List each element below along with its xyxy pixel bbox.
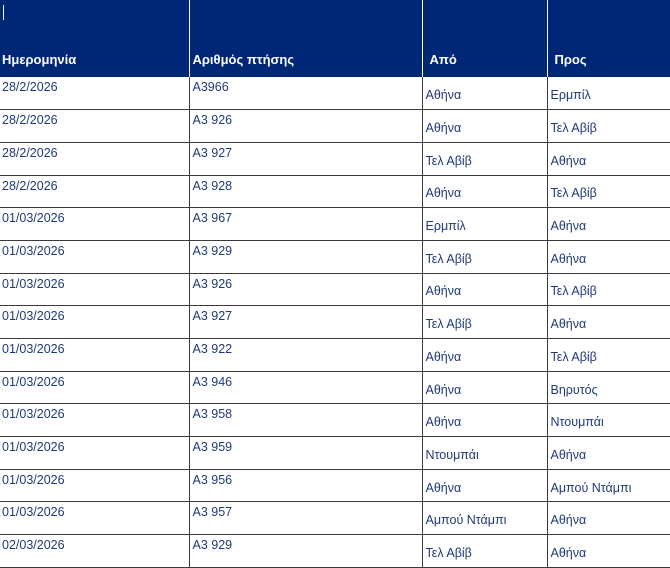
cell-date[interactable]: 01/03/2026	[0, 339, 189, 372]
cell-from[interactable]: Τελ Αβίβ	[422, 240, 547, 273]
text-cursor	[3, 5, 4, 20]
table-row	[0, 273, 670, 306]
cell-from[interactable]: Αθήνα	[422, 77, 547, 110]
cell-flight-number[interactable]: A3 957	[189, 502, 422, 535]
cell-from[interactable]: Ντουμπάι	[422, 437, 547, 470]
cell-to[interactable]: Αθήνα	[547, 306, 670, 339]
cell-date[interactable]: 01/03/2026	[0, 240, 189, 273]
cell-to[interactable]: Αθήνα	[547, 208, 670, 241]
cell-flight-number[interactable]: A3 927	[189, 142, 422, 175]
cell-flight-number[interactable]: A3 922	[189, 339, 422, 372]
table-row	[0, 371, 670, 404]
cell-flight-number[interactable]: A3 946	[189, 371, 422, 404]
cell-date[interactable]: 01/03/2026	[0, 404, 189, 437]
cell-date[interactable]: 28/2/2026	[0, 142, 189, 175]
table-body	[0, 77, 670, 567]
cell-flight-number[interactable]: A3 926	[189, 110, 422, 143]
cell-to[interactable]: Τελ Αβίβ	[547, 110, 670, 143]
cell-to[interactable]: Τελ Αβίβ	[547, 273, 670, 306]
table-row	[0, 339, 670, 372]
cell-to[interactable]: Αθήνα	[547, 535, 670, 568]
cell-to[interactable]: Τελ Αβίβ	[547, 339, 670, 372]
header-to[interactable]: Προς	[547, 0, 670, 77]
cell-flight-number[interactable]: A3 959	[189, 437, 422, 470]
header-date[interactable]: Ημερομηνία	[0, 0, 189, 77]
cell-from[interactable]: Αθήνα	[422, 273, 547, 306]
table-row	[0, 469, 670, 502]
cell-to[interactable]: Αθήνα	[547, 502, 670, 535]
table-row	[0, 502, 670, 535]
cell-to[interactable]: Ερμπίλ	[547, 77, 670, 110]
cell-from[interactable]: Τελ Αβίβ	[422, 142, 547, 175]
cell-date[interactable]: 01/03/2026	[0, 306, 189, 339]
cell-flight-number[interactable]: A3 956	[189, 469, 422, 502]
table-row	[0, 404, 670, 437]
table-row	[0, 77, 670, 110]
table-row	[0, 175, 670, 208]
cell-date[interactable]: 01/03/2026	[0, 371, 189, 404]
table-row	[0, 142, 670, 175]
header-from[interactable]: Από	[422, 0, 547, 77]
cell-from[interactable]: Αθήνα	[422, 404, 547, 437]
cell-date[interactable]: 28/2/2026	[0, 77, 189, 110]
cell-to[interactable]: Αθήνα	[547, 437, 670, 470]
cell-flight-number[interactable]: A3 927	[189, 306, 422, 339]
table-row	[0, 208, 670, 241]
cell-to[interactable]: Ντουμπάι	[547, 404, 670, 437]
cell-flight-number[interactable]: A3 967	[189, 208, 422, 241]
cell-flight-number[interactable]: A3 928	[189, 175, 422, 208]
cell-from[interactable]: Αθήνα	[422, 339, 547, 372]
cell-flight-number[interactable]: A3966	[189, 77, 422, 110]
cell-flight-number[interactable]: A3 929	[189, 535, 422, 568]
cell-from[interactable]: Αθήνα	[422, 175, 547, 208]
table-row	[0, 240, 670, 273]
cell-date[interactable]: 01/03/2026	[0, 437, 189, 470]
cell-from[interactable]: Τελ Αβίβ	[422, 306, 547, 339]
cell-to[interactable]: Τελ Αβίβ	[547, 175, 670, 208]
cell-date[interactable]: 01/03/2026	[0, 273, 189, 306]
cell-date[interactable]: 01/03/2026	[0, 208, 189, 241]
cell-from[interactable]: Αθήνα	[422, 110, 547, 143]
cell-to[interactable]: Βηρυτός	[547, 371, 670, 404]
cell-date[interactable]: 28/2/2026	[0, 175, 189, 208]
cell-date[interactable]: 01/03/2026	[0, 502, 189, 535]
cell-to[interactable]: Αθήνα	[547, 240, 670, 273]
header-flight-number[interactable]: Αριθμός πτήσης	[189, 0, 422, 77]
cell-to[interactable]: Αμπού Ντάμπι	[547, 469, 670, 502]
cell-from[interactable]: Αθήνα	[422, 371, 547, 404]
cell-from[interactable]: Ερμπίλ	[422, 208, 547, 241]
cell-from[interactable]: Τελ Αβίβ	[422, 535, 547, 568]
cell-from[interactable]: Αθήνα	[422, 469, 547, 502]
table-row	[0, 535, 670, 568]
cell-date[interactable]: 01/03/2026	[0, 469, 189, 502]
table-row	[0, 437, 670, 470]
table-row	[0, 306, 670, 339]
cell-date[interactable]: 02/03/2026	[0, 535, 189, 568]
cell-from[interactable]: Αμπού Ντάμπι	[422, 502, 547, 535]
cell-to[interactable]: Αθήνα	[547, 142, 670, 175]
header-row	[0, 0, 670, 77]
cell-date[interactable]: 28/2/2026	[0, 110, 189, 143]
table-row	[0, 110, 670, 143]
cell-flight-number[interactable]: A3 926	[189, 273, 422, 306]
cell-flight-number[interactable]: A3 929	[189, 240, 422, 273]
cell-flight-number[interactable]: A3 958	[189, 404, 422, 437]
